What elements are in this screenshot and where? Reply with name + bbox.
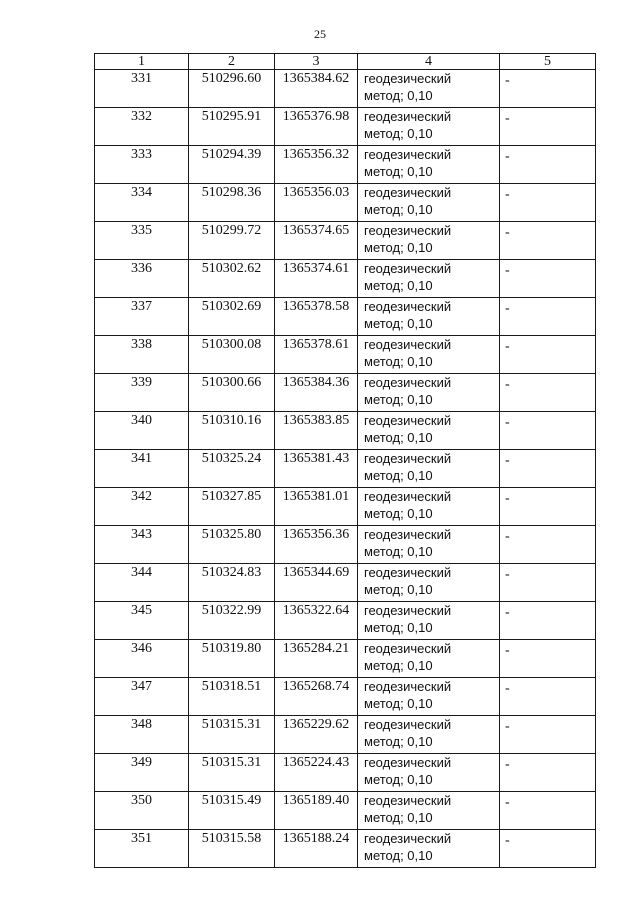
- point-number-cell: 336: [95, 260, 189, 298]
- method-cell: [358, 564, 500, 602]
- method-text-line: метод; 0,10: [364, 240, 433, 255]
- method-cell: [358, 602, 500, 640]
- x-coordinate-cell: 510322.99: [189, 602, 275, 640]
- point-number-cell: 349: [95, 754, 189, 792]
- method-cell: [358, 70, 500, 108]
- note-cell: -: [500, 526, 596, 564]
- method-cell: [358, 108, 500, 146]
- x-coordinate-cell: 510296.60: [189, 70, 275, 108]
- coordinates-table: [94, 53, 596, 868]
- y-coordinate-cell: 1365356.36: [275, 526, 358, 564]
- x-coordinate-cell: 510324.83: [189, 564, 275, 602]
- table-row: [95, 336, 596, 374]
- method-cell: [358, 640, 500, 678]
- method-text-line: метод; 0,10: [364, 620, 433, 635]
- x-coordinate-cell: 510295.91: [189, 108, 275, 146]
- method-text-line: геодезический: [364, 71, 452, 86]
- method-text-line: метод; 0,10: [364, 468, 433, 483]
- method-text-line: метод; 0,10: [364, 772, 433, 787]
- method-text-line: геодезический: [364, 261, 452, 276]
- method-text-line: геодезический: [364, 299, 452, 314]
- point-number-cell: 343: [95, 526, 189, 564]
- method-cell: [358, 792, 500, 830]
- x-coordinate-cell: 510300.66: [189, 374, 275, 412]
- note-cell: -: [500, 488, 596, 526]
- method-text-line: геодезический: [364, 831, 452, 846]
- method-cell: [358, 830, 500, 868]
- point-number-cell: 337: [95, 298, 189, 336]
- y-coordinate-cell: 1365378.58: [275, 298, 358, 336]
- method-text-line: метод; 0,10: [364, 810, 433, 825]
- method-text-line: метод; 0,10: [364, 544, 433, 559]
- x-coordinate-cell: 510325.80: [189, 526, 275, 564]
- column-header: 4: [358, 54, 500, 70]
- point-number-cell: 341: [95, 450, 189, 488]
- table-row: [95, 298, 596, 336]
- x-coordinate-cell: 510318.51: [189, 678, 275, 716]
- method-text-line: геодезический: [364, 793, 452, 808]
- point-number-cell: 335: [95, 222, 189, 260]
- x-coordinate-cell: 510302.69: [189, 298, 275, 336]
- table-row: [95, 564, 596, 602]
- method-text-line: метод; 0,10: [364, 582, 433, 597]
- table-row: [95, 640, 596, 678]
- point-number-cell: 344: [95, 564, 189, 602]
- note-cell: -: [500, 792, 596, 830]
- method-cell: [358, 146, 500, 184]
- method-text-line: метод; 0,10: [364, 430, 433, 445]
- column-header: 3: [275, 54, 358, 70]
- method-text-line: метод; 0,10: [364, 354, 433, 369]
- method-cell: [358, 184, 500, 222]
- table-row: [95, 792, 596, 830]
- note-cell: -: [500, 640, 596, 678]
- method-text-line: геодезический: [364, 565, 452, 580]
- method-text-line: метод; 0,10: [364, 164, 433, 179]
- method-cell: [358, 450, 500, 488]
- method-text-line: геодезический: [364, 641, 452, 656]
- y-coordinate-cell: 1365376.98: [275, 108, 358, 146]
- table-header-row: [95, 54, 596, 70]
- note-cell: -: [500, 336, 596, 374]
- method-cell: [358, 678, 500, 716]
- table-row: [95, 184, 596, 222]
- table-row: [95, 754, 596, 792]
- table-row: [95, 260, 596, 298]
- point-number-cell: 351: [95, 830, 189, 868]
- x-coordinate-cell: 510298.36: [189, 184, 275, 222]
- point-number-cell: 347: [95, 678, 189, 716]
- method-text-line: метод; 0,10: [364, 126, 433, 141]
- y-coordinate-cell: 1365284.21: [275, 640, 358, 678]
- table-row: [95, 830, 596, 868]
- table-row: [95, 716, 596, 754]
- table-row: [95, 450, 596, 488]
- method-text-line: геодезический: [364, 147, 452, 162]
- table-row: [95, 108, 596, 146]
- y-coordinate-cell: 1365356.03: [275, 184, 358, 222]
- note-cell: -: [500, 678, 596, 716]
- table-row: [95, 602, 596, 640]
- table-row: [95, 374, 596, 412]
- note-cell: -: [500, 830, 596, 868]
- x-coordinate-cell: 510294.39: [189, 146, 275, 184]
- method-text-line: геодезический: [364, 489, 452, 504]
- y-coordinate-cell: 1365356.32: [275, 146, 358, 184]
- method-text-line: метод; 0,10: [364, 658, 433, 673]
- y-coordinate-cell: 1365188.24: [275, 830, 358, 868]
- method-text-line: геодезический: [364, 451, 452, 466]
- y-coordinate-cell: 1365189.40: [275, 792, 358, 830]
- point-number-cell: 345: [95, 602, 189, 640]
- x-coordinate-cell: 510310.16: [189, 412, 275, 450]
- y-coordinate-cell: 1365322.64: [275, 602, 358, 640]
- method-text-line: метод; 0,10: [364, 696, 433, 711]
- method-text-line: геодезический: [364, 603, 452, 618]
- table-row: [95, 70, 596, 108]
- method-cell: [358, 336, 500, 374]
- y-coordinate-cell: 1365381.43: [275, 450, 358, 488]
- point-number-cell: 350: [95, 792, 189, 830]
- note-cell: -: [500, 298, 596, 336]
- y-coordinate-cell: 1365224.43: [275, 754, 358, 792]
- y-coordinate-cell: 1365384.36: [275, 374, 358, 412]
- point-number-cell: 340: [95, 412, 189, 450]
- note-cell: -: [500, 260, 596, 298]
- note-cell: -: [500, 70, 596, 108]
- method-text-line: метод; 0,10: [364, 848, 433, 863]
- x-coordinate-cell: 510315.31: [189, 716, 275, 754]
- table-row: [95, 488, 596, 526]
- page-number: 25: [314, 27, 326, 41]
- note-cell: -: [500, 374, 596, 412]
- column-header: 5: [500, 54, 596, 70]
- method-text-line: геодезический: [364, 755, 452, 770]
- method-cell: [358, 526, 500, 564]
- table-row: [95, 412, 596, 450]
- note-cell: -: [500, 412, 596, 450]
- method-text-line: геодезический: [364, 223, 452, 238]
- y-coordinate-cell: 1365374.61: [275, 260, 358, 298]
- x-coordinate-cell: 510315.58: [189, 830, 275, 868]
- method-cell: [358, 754, 500, 792]
- y-coordinate-cell: 1365383.85: [275, 412, 358, 450]
- note-cell: -: [500, 716, 596, 754]
- method-cell: [358, 260, 500, 298]
- x-coordinate-cell: 510327.85: [189, 488, 275, 526]
- method-text-line: метод; 0,10: [364, 278, 433, 293]
- y-coordinate-cell: 1365378.61: [275, 336, 358, 374]
- point-number-cell: 348: [95, 716, 189, 754]
- y-coordinate-cell: 1365384.62: [275, 70, 358, 108]
- note-cell: -: [500, 564, 596, 602]
- method-cell: [358, 222, 500, 260]
- method-text-line: метод; 0,10: [364, 392, 433, 407]
- method-text-line: геодезический: [364, 375, 452, 390]
- point-number-cell: 338: [95, 336, 189, 374]
- y-coordinate-cell: 1365381.01: [275, 488, 358, 526]
- method-text-line: метод; 0,10: [364, 734, 433, 749]
- table-row: [95, 222, 596, 260]
- point-number-cell: 332: [95, 108, 189, 146]
- x-coordinate-cell: 510315.49: [189, 792, 275, 830]
- note-cell: -: [500, 222, 596, 260]
- x-coordinate-cell: 510325.24: [189, 450, 275, 488]
- method-text-line: геодезический: [364, 185, 452, 200]
- column-header: 1: [95, 54, 189, 70]
- x-coordinate-cell: 510299.72: [189, 222, 275, 260]
- method-cell: [358, 488, 500, 526]
- method-text-line: геодезический: [364, 337, 452, 352]
- point-number-cell: 334: [95, 184, 189, 222]
- table-row: [95, 526, 596, 564]
- x-coordinate-cell: 510319.80: [189, 640, 275, 678]
- method-text-line: метод; 0,10: [364, 88, 433, 103]
- method-cell: [358, 412, 500, 450]
- note-cell: -: [500, 184, 596, 222]
- note-cell: -: [500, 602, 596, 640]
- note-cell: -: [500, 146, 596, 184]
- point-number-cell: 333: [95, 146, 189, 184]
- column-header: 2: [189, 54, 275, 70]
- table-row: [95, 678, 596, 716]
- x-coordinate-cell: 510300.08: [189, 336, 275, 374]
- method-text-line: метод; 0,10: [364, 506, 433, 521]
- method-cell: [358, 374, 500, 412]
- x-coordinate-cell: 510302.62: [189, 260, 275, 298]
- method-text-line: метод; 0,10: [364, 202, 433, 217]
- y-coordinate-cell: 1365229.62: [275, 716, 358, 754]
- method-text-line: геодезический: [364, 109, 452, 124]
- method-cell: [358, 716, 500, 754]
- y-coordinate-cell: 1365374.65: [275, 222, 358, 260]
- point-number-cell: 339: [95, 374, 189, 412]
- method-cell: [358, 298, 500, 336]
- method-text-line: геодезический: [364, 527, 452, 542]
- point-number-cell: 331: [95, 70, 189, 108]
- method-text-line: метод; 0,10: [364, 316, 433, 331]
- note-cell: -: [500, 108, 596, 146]
- point-number-cell: 346: [95, 640, 189, 678]
- x-coordinate-cell: 510315.31: [189, 754, 275, 792]
- y-coordinate-cell: 1365344.69: [275, 564, 358, 602]
- method-text-line: геодезический: [364, 717, 452, 732]
- note-cell: -: [500, 754, 596, 792]
- table-row: [95, 146, 596, 184]
- note-cell: -: [500, 450, 596, 488]
- method-text-line: геодезический: [364, 679, 452, 694]
- point-number-cell: 342: [95, 488, 189, 526]
- y-coordinate-cell: 1365268.74: [275, 678, 358, 716]
- method-text-line: геодезический: [364, 413, 452, 428]
